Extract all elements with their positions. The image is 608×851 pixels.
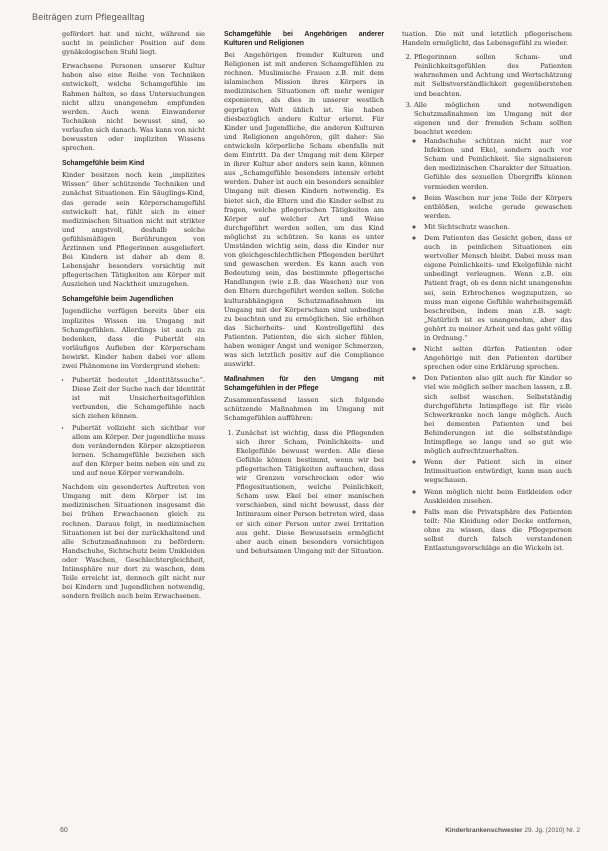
numbered-list: [224, 429, 384, 556]
list-item: • Pubertät bedeutet „Identitätssuche“. Diese Zeit der Suche nach der Identität ist mit Unsicherheitsgefühlen verbunden, die Schamgefühle nach sich ziehen können.: [72, 376, 205, 421]
list-item: ◦ Falls man die Privatsphäre des Patienten teilt: Nie Kleidung oder Decke entfernen, ohne zu wissen, dass die Pflegeperson selbst durch falsch verstandenen Entlastungsvorschläge an die Wickeln ist.: [424, 508, 572, 553]
paragraph: Zusammenfassend lassen sich folgende schützende Maßnahmen im Umgang mit Schamgefühlen aufführen:: [224, 396, 384, 423]
list-item: ◦ Beim Waschen nur jene Teile der Körpers entblößen, welche gerade gewaschen werden.: [424, 194, 572, 221]
page-number: 60: [60, 827, 68, 834]
list-item: ◦ Dem Patienten das Gesicht geben, dass er auch in peinlichen Situationen ein wertvoller Mensch bleibt. Dabei muss man eigene Peinlichkeits- und Ekelgefühle nicht unbedingt verleugnen. Wenn z.B. ein Patient fragt, ob es denn nicht unangenehm sei, sein Erbrochenes wegzuputzen, so muss man eigene Gefühle wahrheitsgemäß beschreiben, indem man z.B. sagt: „Natürlich ist es unangenehm, aber das gehört zu meiner Arbeit und das geht völlig in Ordnung.“: [424, 234, 572, 343]
text-column-1: [62, 30, 205, 825]
list-item: • Pubertät vollzieht sich sichtbar vor allem am Körper. Der jugendliche muss den verändernden Körper akzeptieren lernen. Schamgefühle beziehen sich auf den Körper beim neben ein und zu und auf neue Körper verwandeln.: [72, 424, 205, 479]
list-item: 2. Pflegerinnen sollen Scham- und Peinlichkeitsgefühlen des Patienten wahrnehmen und Achtung und Wertschätzung mit Selbstverständlichkeit gegenüberstehen und beachten.: [414, 53, 572, 98]
list-item: ◦ Mit Sichtschutz waschen.: [424, 223, 572, 232]
paragraph: Nachdem ein gesondertes Auftreten von Umgang mit dem Körper ist im medizinischen Situationen insgesamt die bei frühen Erwachsenen gleich zu rechnen. Daraus folgt, in medizinischen Situationen ist bei der zurückhaltend und alle Schutzmaßnahmen zu befördern: Handschuhe, Sichtschutz beim Umkleiden oder Waschen, Geschlechtergleichheit, Intimsphäre nur dort zu waschen, dem Teile erreicht ist, dennoch gilt nicht nur bei Kindern und Jugendlichen notwendig, sondern freilich auch beim Erwachsenen.: [62, 483, 205, 601]
numbered-list: [402, 53, 572, 553]
list-item-text: Alle möglichen und notwendigen Schutzmaßnahmen im Umgang mit der eigenen und der fremden Scham sollten beachtet werden:: [414, 100, 572, 136]
paragraph: Erwachsene Personen unserer Kultur haben also eine Reihe von Techniken entwickelt, welche Schamgefühle im Rahmen halten, so dass Untersuchungen nicht allzu unangenehm empfunden werden. Auch wenn Einwanderer Techniken nicht bewusst sind, so verlaufen sich danach. Was kann von nicht bewussten oder impliziten Wissens sprechen.: [62, 62, 205, 153]
journal-issue: 29. Jg. (2010) Nr. 2: [524, 827, 580, 834]
list-item: ◦ Wenn der Patient sich in einer Intimsituation entwürdigt, kann man auch wegschauen.: [424, 458, 572, 485]
paragraph: tuation. Die mit und letztlich pflegerischem Handeln ermöglicht, das Lebensgefühl zu wieder.: [402, 30, 572, 48]
journal-name: Kinderkrankenschwester: [445, 827, 523, 834]
list-item: ◦ Den Patienten also gilt auch für Kinder so viel wie möglich selber machen lassen, z.B. sich selbst waschen. Selbstständig durchgeführte Intimpflege ist für viele Schwerkranke noch lange möglich. Auch bei dementen Patienten und bei Behinderungen ist die selbstständige Intimpflege so lange und so gut wie möglich aufrechtzuerhalten.: [424, 374, 572, 456]
text-column-3: [402, 30, 572, 825]
section-heading-youth: Schamgefühle beim Jugendlichen: [62, 296, 174, 304]
bullet-list: [414, 137, 572, 553]
section-heading-child: Schamgefühle beim Kind: [62, 160, 145, 168]
list-item: ◦ Handschuhe schützen nicht nur vor Infektion und Ekel, sondern auch vor Scham und Peinlichkeit. Sie signalisieren den medizinischen Charakter der Situation. Gefühle des sexuellen Übergriffs können vermieden werden.: [424, 137, 572, 192]
list-item: ◦ Nicht selten dürfen Patienten oder Angehörige mit den Patienten darüber sprechen oder eine Erklärung sprechen.: [424, 345, 572, 372]
section-heading-measures: Maßnahmen für den Umgang mit Schamgefühlen in der Pflege: [224, 376, 384, 393]
list-item: ◦ Wenn möglich nicht beim Entkleiden oder Auskleiden zusehen.: [424, 488, 572, 506]
section-heading-culture: Schamgefühle bei Angehörigen anderer Kulturen und Religionen: [224, 31, 384, 47]
text-column-2: [224, 30, 384, 825]
journal-footer: [430, 827, 580, 834]
paragraph: Kinder besitzen noch kein „implizites Wissen“ über schützende Techniken und zunächst Situationen. Ein Säuglings-Kind, das gerade sein Körperschamgefühl entwickelt hat, fühlt sich in einer medizinischen Situation nicht mit strikter und angstvoll, deshalb solche gefühlsmäßigen Berührungen von Ärztinnen und Pflegerinnen ausgeliefert. Bei Kindern ist daher ab dem 8. Lebensjahr besonders vorsichtig mit pflegerischen Tätigkeiten am Körper mit Ausziehen und Nacktheit umzugehen.: [62, 171, 205, 289]
bullet-list: [62, 376, 205, 478]
paragraph: Bei Angehörigen fremder Kulturen und Religionen ist mit anderen Schamgefühlen zu rechnen. Muslimische Frauen z.B. mit dem islamischen Mission ihres Körpers in medizinischen Situationen oft mehr weniger exponieren, als dies in unserer westlich geprägten Welt üblich ist. Sie haben diesbezüglich andere Kultur erlernt. Für Kinder und Jugendliche, die anderen Kulturen und Religionen angehören, gilt daher: Sie entwickeln körperliche Scham ebenfalls mit dem Eintritt. Da der Umgang mit dem Körper in ihrer Kultur aber anders sein kann, können aus „Schamgefühle besonders intensiv erlebt werden. Daher ist auch ein besonders sensibler Umgang mit diesen Kindern notwendig. Es bietet sich, die Eltern und die Kinder selbst zu fragen, welche pflegerischen Tätigkeiten am Körper auf welcher Art und Weise durchgeführt werden sollen, um das Kind möglichst zu schützen. So kann es unter Umständen wichtig sein, dass die Kinder nur von gleichgeschlechtlichen Pflegenden berührt und gewaschen werden. Es kann auch von Bedeutung sein, das bestimmte pflegerische Handlungen (wie z.B. das Waschen) nur von den Eltern durchgeführt werden sollen. Solche kulturabhängigen Schutzmaßnahmen im Umgang mit der Körperscham sind unbedingt zu beachten und zu ermöglichen. Sie erhöhen das Sicherheits- und Kontrollgefühl des Patienten. Patienten, die sich sicher fühlen, haben weniger Angst und weniger Schmerzen, was sich letztlich positiv auf die Compliance auswirkt.: [224, 51, 384, 369]
running-header: Beiträgen zum Pflegealltag: [32, 12, 145, 22]
paragraph: Jugendliche verfügen bereits über ein implizites Wissen im Umgang mit Schamgefühlen. Allerdings ist auch zu bedenken, dass die Pubertät ein vorläufiges Aufleben der Körperscham bewirkt. Kinder haben dabei vor allem zwei Phänomene im Vordergrund stehen:: [62, 307, 205, 370]
list-item: [414, 101, 572, 554]
list-item: 1. Zunächst ist wichtig, dass die Pflegenden sich ihrer Scham, Peinlichkeits- und Ekelgefühle bewusst werden. Alle diese Gefühle können bestimmt, wenn wir bei pflegerischen Tätigkeiten auftauchen, dass wir Grenzen verschrecken oder wie Pflegesituationen, welche Peinlichkeit, Scham usw. Ekel bei einer manischen verschieben, sind nicht bewusst, dass der Intimraum einer Person betreten wird, dass er sich einer Person unter zwei Irritation aus geht. Diese Bewusstsein ermöglicht aber auch einen besonders vorsichtigen und behutsamen Umgang mit der Situation.: [236, 429, 384, 556]
paragraph: gefördert hat und nicht, während sie sucht in peinlicher Position auf dem gynäkologischen Stuhl liegt.: [62, 30, 205, 57]
